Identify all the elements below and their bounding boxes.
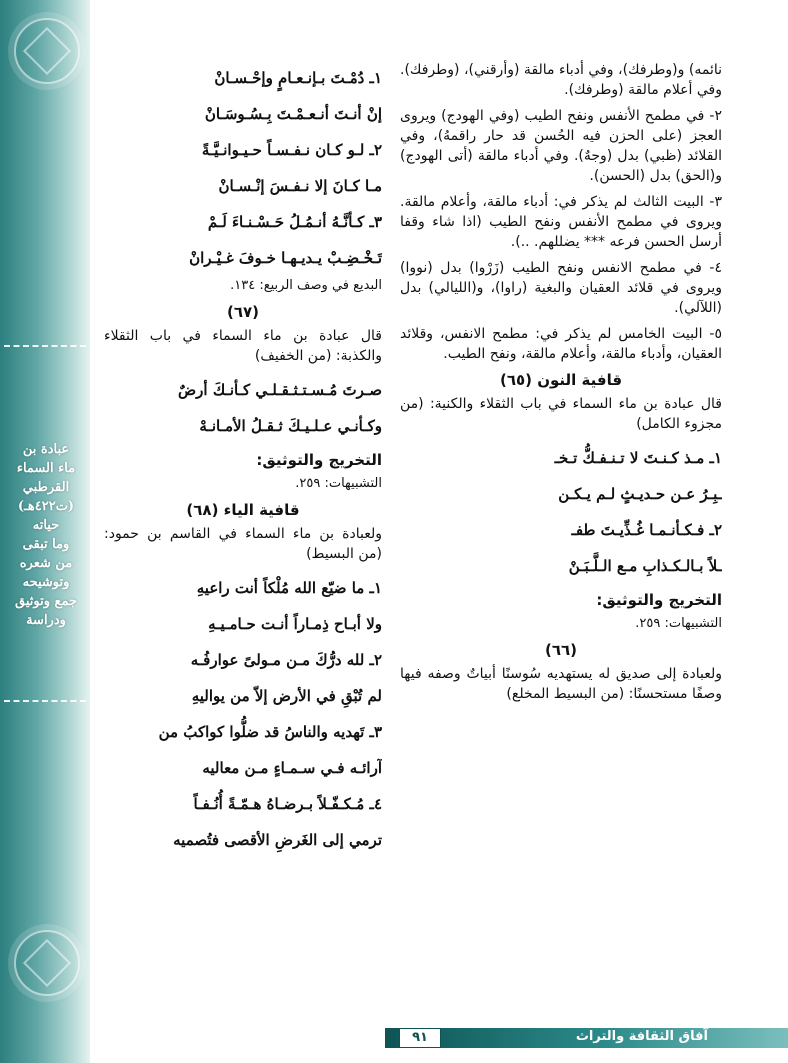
verse-line: إنْ أنـتَ أنـعـمْـتَ بِـسُـوسَـانْ [204, 105, 382, 123]
side-title [4, 420, 88, 650]
decorative-side-strip [0, 0, 90, 1063]
source-citation: التشبيهات: ٢٥٩. [295, 476, 382, 491]
verse-line: صـرتَ مُـسـتـثـقـلـي كـأنـكَ أرضٌ [178, 381, 382, 399]
verse-line: ـبِـرُ عـن حـديـثٍ لـم يـكـن [558, 485, 722, 503]
section-heading: قافية الياء (٦٨) [186, 501, 300, 519]
takhrij-heading: التخريج والتوثيق: [596, 591, 722, 609]
verse-line: ٤ـ مُـكـفّـلاً بـرضـاهُ هـمّـةً أُنُـفـاً [193, 795, 382, 813]
verse-line: ـلاً بـالـكـذابِ مـع الـلَّـبَـنْ [568, 557, 722, 575]
source-citation: التشبيهات: ٢٥٩. [635, 616, 722, 631]
left-column [104, 60, 382, 858]
poem-intro: قال عبادة بن ماء السماء في باب الثقلاء والكنية: (من مجزوء الكامل) [400, 396, 722, 432]
side-title-line: عبادة بن [22, 442, 70, 457]
poem-intro: ولعبادة إلى صديق له يستهديه سُوسنًا أبياتٌ وصفه فيها وصفًا مستحسنًا: (من البسيط المخلع) [400, 666, 722, 702]
side-title-line: القرطبي [22, 480, 70, 495]
section-heading: قافية النون (٦٥) [499, 371, 623, 389]
verse-line: ترمي إلى الغَرضِ الأقصى فتُصميه [173, 831, 382, 849]
section-heading: (٦٦) [544, 641, 578, 659]
page-number: ٩١ [399, 1028, 441, 1048]
verse-line: وكـأنـي عـلـيـكَ ثـقـلُ الأمـانـهْ [199, 417, 382, 435]
verse-line: ٢ـ لله درُّكَ مـن مـولىً عوارفُـه [190, 651, 382, 669]
side-title-line: جمع وتوثيق [15, 594, 77, 609]
verse-line: ٢ـ لـو كـان نـفـسـاً حـيـوانـيَّـةً [201, 141, 382, 159]
dashed-divider [4, 345, 86, 347]
takhrij-heading: التخريج والتوثيق: [256, 451, 382, 469]
verse-line: ١ـ دُمْـتَ بـإنـعـامٍ وإحْـسـانْ [214, 69, 382, 87]
side-title-line: ودراسة [26, 613, 66, 628]
verse-line: مـا كـانَ إلا نـفـسَ إنْـسـانْ [218, 177, 382, 195]
source-citation: البديع في وصف الربيع: ١٣٤. [230, 278, 382, 293]
verse-line: آرائـه فـي سـمـاءٍ مـن معاليه [202, 759, 382, 777]
poem-intro: ولعبادة بن ماء السماء في القاسم بن حمود: (من البسيط) [104, 526, 382, 562]
verse-line: ولا أبـاح ذِمـاراً أنـت حـامـيـهِ [208, 615, 382, 633]
side-title-line: ماء السماء [16, 461, 76, 476]
right-column [400, 60, 722, 710]
dashed-divider [4, 700, 86, 702]
note-paragraph: ٥- البيت الخامس لم يذكر في: مطمح الانفس، وقلائد العقيان، وأدباء مالقة، وأعلام مالقة، ونفح الطيب. [400, 326, 722, 362]
verse-line: ٣ـ تَهديه والناسُ قد ضلُّوا كواكبُ من [158, 723, 382, 741]
verse-line: لم تُبْقِ في الأرض إلاّ من يواليهِ [191, 687, 382, 705]
page-footer [385, 1028, 788, 1048]
note-paragraph: ٤- في مطمح الانفس ونفح الطيب (زَرْوا) بدل (نووا) ويروى في قلائد العقيان والبغية (راوا)، و(الليالي) بدل (اللآلي). [400, 260, 722, 316]
section-heading: (٦٧) [226, 303, 260, 321]
side-title-line: حياته [32, 518, 60, 533]
note-paragraph: ٢- في مطمح الأنفس ونفح الطيب (وفي الهودج) ويروى العجز (على الحزن فيه الحُسن قد حار راقمهُ)، وفي القلائد (ظبي) بدل (وجهٌ). وفي أدباء مالقة (أتى الهودج) و(الحق) بدل (الحسن). [400, 108, 722, 184]
note-paragraph: ٣- البيت الثالث لم يذكر في: أدباء مالقة، وأعلام مالقة. ويروى في مطمح الأنفس ونفح الطيب (اذا شاء وقفا أرسل الحسن فرعه *** يضللهم. ..). [400, 194, 722, 250]
poem-intro: قال عبادة بن ماء السماء في باب الثقلاء والكذبة: (من الخفيف) [104, 328, 382, 364]
side-title-line: من شعره [19, 556, 73, 571]
side-title-line: وتوشيحه [22, 575, 70, 590]
ornament-icon [14, 930, 80, 996]
note-paragraph: نائمه) و(وطرفك)، وفي أدباء مالقة (وأرقني)، (وطرفك). وفي أعلام مالقة (وطرفك). [400, 62, 722, 98]
verse-line: ١ـ ما ضيّع الله مُلْكاً أنت راعيهِ [196, 579, 382, 597]
verse-line: ١ـ مـذ كـنـتَ لا تـنـفـكُّ تـخـ [554, 449, 722, 467]
side-title-line: وما تبقى [22, 537, 70, 552]
side-title-line: (ت٤٢٢هـ) [17, 499, 75, 514]
verse-line: ٣ـ كـأنَّـهُ أنـمُـلُ حَـسْـنـاءَ لَـمْ [207, 213, 382, 231]
verse-line: ٢ـ فـكـأنـمـا غُـذِّيـتَ طفـ [571, 521, 722, 539]
verse-line: تَـخْـضِـبْ يـديـهـا خـوفَ غـيْـرانْ [189, 249, 382, 267]
ornament-icon [14, 18, 80, 84]
journal-title: آفاق الثقافة والتراث [575, 1029, 708, 1044]
